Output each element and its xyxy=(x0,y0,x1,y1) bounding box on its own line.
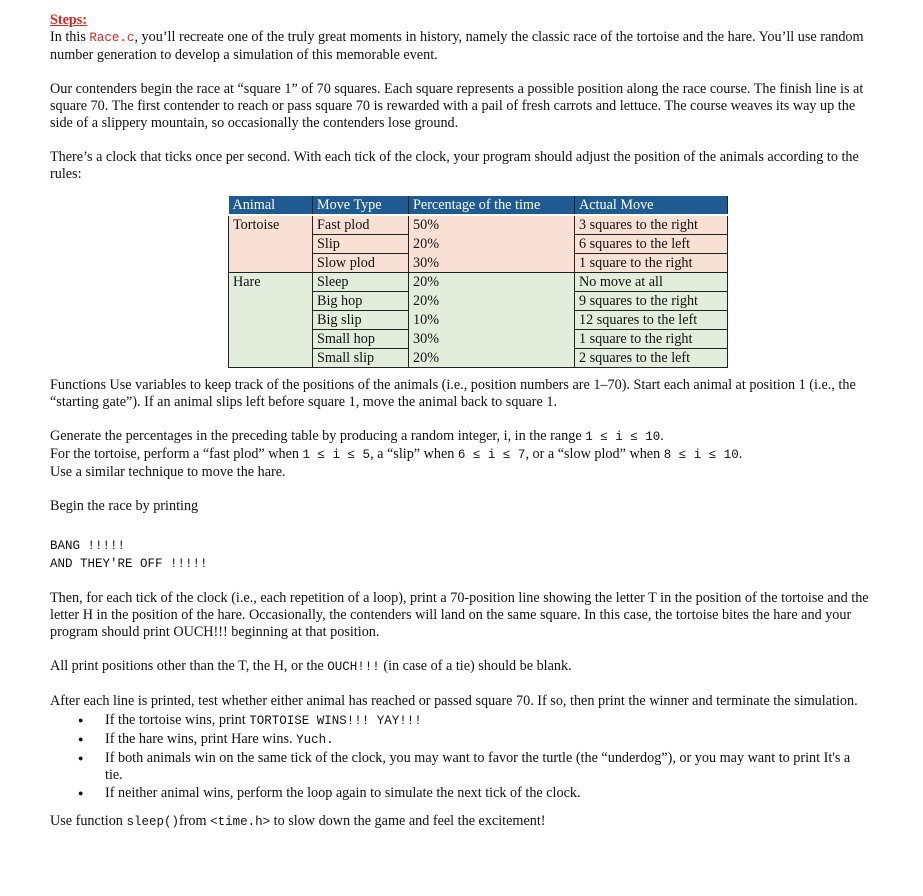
list-item: ● If the hare wins, print Hare wins. Yuch. xyxy=(105,731,870,749)
table-row: Hare Sleep 20% No move at all xyxy=(229,273,728,292)
table-row: Big hop 20% 9 squares to the right xyxy=(229,292,728,311)
table-row: Tortoise Fast plod 50% 3 squares to the right xyxy=(229,215,728,235)
begin-paragraph: Begin the race by printing xyxy=(50,498,199,514)
document-body xyxy=(50,12,870,183)
table-row: Big slip 10% 12 squares to the left xyxy=(229,311,728,330)
list-item: ● If neither animal wins, perform the loop again to simulate the next tick of the clock. xyxy=(105,785,870,802)
intro-paragraph: In this Race.c, you’ll recreate one of the truly great moments in history, namely the classic race of the tortoise and the hare. You’ll use random number generation to develop a simulation of this memorable event. xyxy=(50,29,864,63)
after-paragraph: After each line is printed, test whether either animal has reached or passed square 70. If so, then print the winner and terminate the simulation. xyxy=(50,693,858,709)
winner-list xyxy=(50,712,870,802)
table-row: Small slip 20% 2 squares to the left xyxy=(229,349,728,368)
instructions-section xyxy=(50,377,870,515)
bang-output: BANG !!!!! AND THEY'RE OFF !!!!! xyxy=(50,539,208,571)
table-header-row xyxy=(229,196,728,215)
final-paragraph: Use function sleep()from <time.h> to slow down the game and feel the excitement! xyxy=(50,813,546,829)
list-item: ● If the tortoise wins, print TORTOISE WINS!!! YAY!!! xyxy=(105,712,870,730)
functions-paragraph: Functions Use variables to keep track of the positions of the animals (i.e., position numbers are 1–70). Start each animal at position 1 (i.e., the “starting gate”). If an animal slips left before square 1, move the animal back to square 1. xyxy=(50,377,856,410)
clock-paragraph: There’s a clock that ticks once per second. With each tick of the clock, your program should adjust the position of the animals according to the rules: xyxy=(50,149,859,182)
percent-line-1: Generate the percentages in the preceding table by producing a random integer, i, in the range 1 ≤ i ≤ 10. xyxy=(50,428,664,444)
move-rules-table xyxy=(228,196,728,368)
header-animal: Animal xyxy=(229,196,313,215)
header-move-type: Move Type xyxy=(313,196,409,215)
steps-heading: Steps: xyxy=(50,12,88,28)
table-row: Slip 20% 6 squares to the left xyxy=(229,235,728,254)
tick-paragraph: Then, for each tick of the clock (i.e., each repetition of a loop), print a 70-position line showing the letter T in the position of the tortoise and the letter H in the position of the hare. Occasionally, the contenders will land on the same square. In this case, the tortoise bites the hare and your program should print OUCH!!! beginning at that position. xyxy=(50,590,869,640)
table-row: Small hop 30% 1 square to the right xyxy=(229,330,728,349)
contenders-paragraph: Our contenders begin the race at “square 1” of 70 squares. Each square represents a possible position along the race course. The finish line is at square 70. The first contender to reach or pass square 70 is rewarded with a pail of fresh carrots and lettuce. The course weaves its way up the side of a slippery mountain, so occasionally the contenders lose ground. xyxy=(50,81,864,131)
percent-line-3: Use a similar technique to move the hare. xyxy=(50,464,286,480)
list-item: ● If both animals win on the same tick of the clock, you may want to favor the turtle (the “underdog”), or you may want to print It's a tie. xyxy=(105,750,870,784)
race-loop-section xyxy=(50,590,870,831)
percent-line-2: For the tortoise, perform a “fast plod” when 1 ≤ i ≤ 5, a “slip” when 6 ≤ i ≤ 7, or a “slow plod” when 8 ≤ i ≤ 10. xyxy=(50,446,743,462)
blank-paragraph: All print positions other than the T, the H, or the OUCH!!! (in case of a tie) should be blank. xyxy=(50,658,572,674)
header-percentage: Percentage of the time xyxy=(409,196,575,215)
race-filename: Race.c xyxy=(89,31,135,45)
table-row: Slow plod 30% 1 square to the right xyxy=(229,254,728,273)
header-actual-move: Actual Move xyxy=(575,196,728,215)
